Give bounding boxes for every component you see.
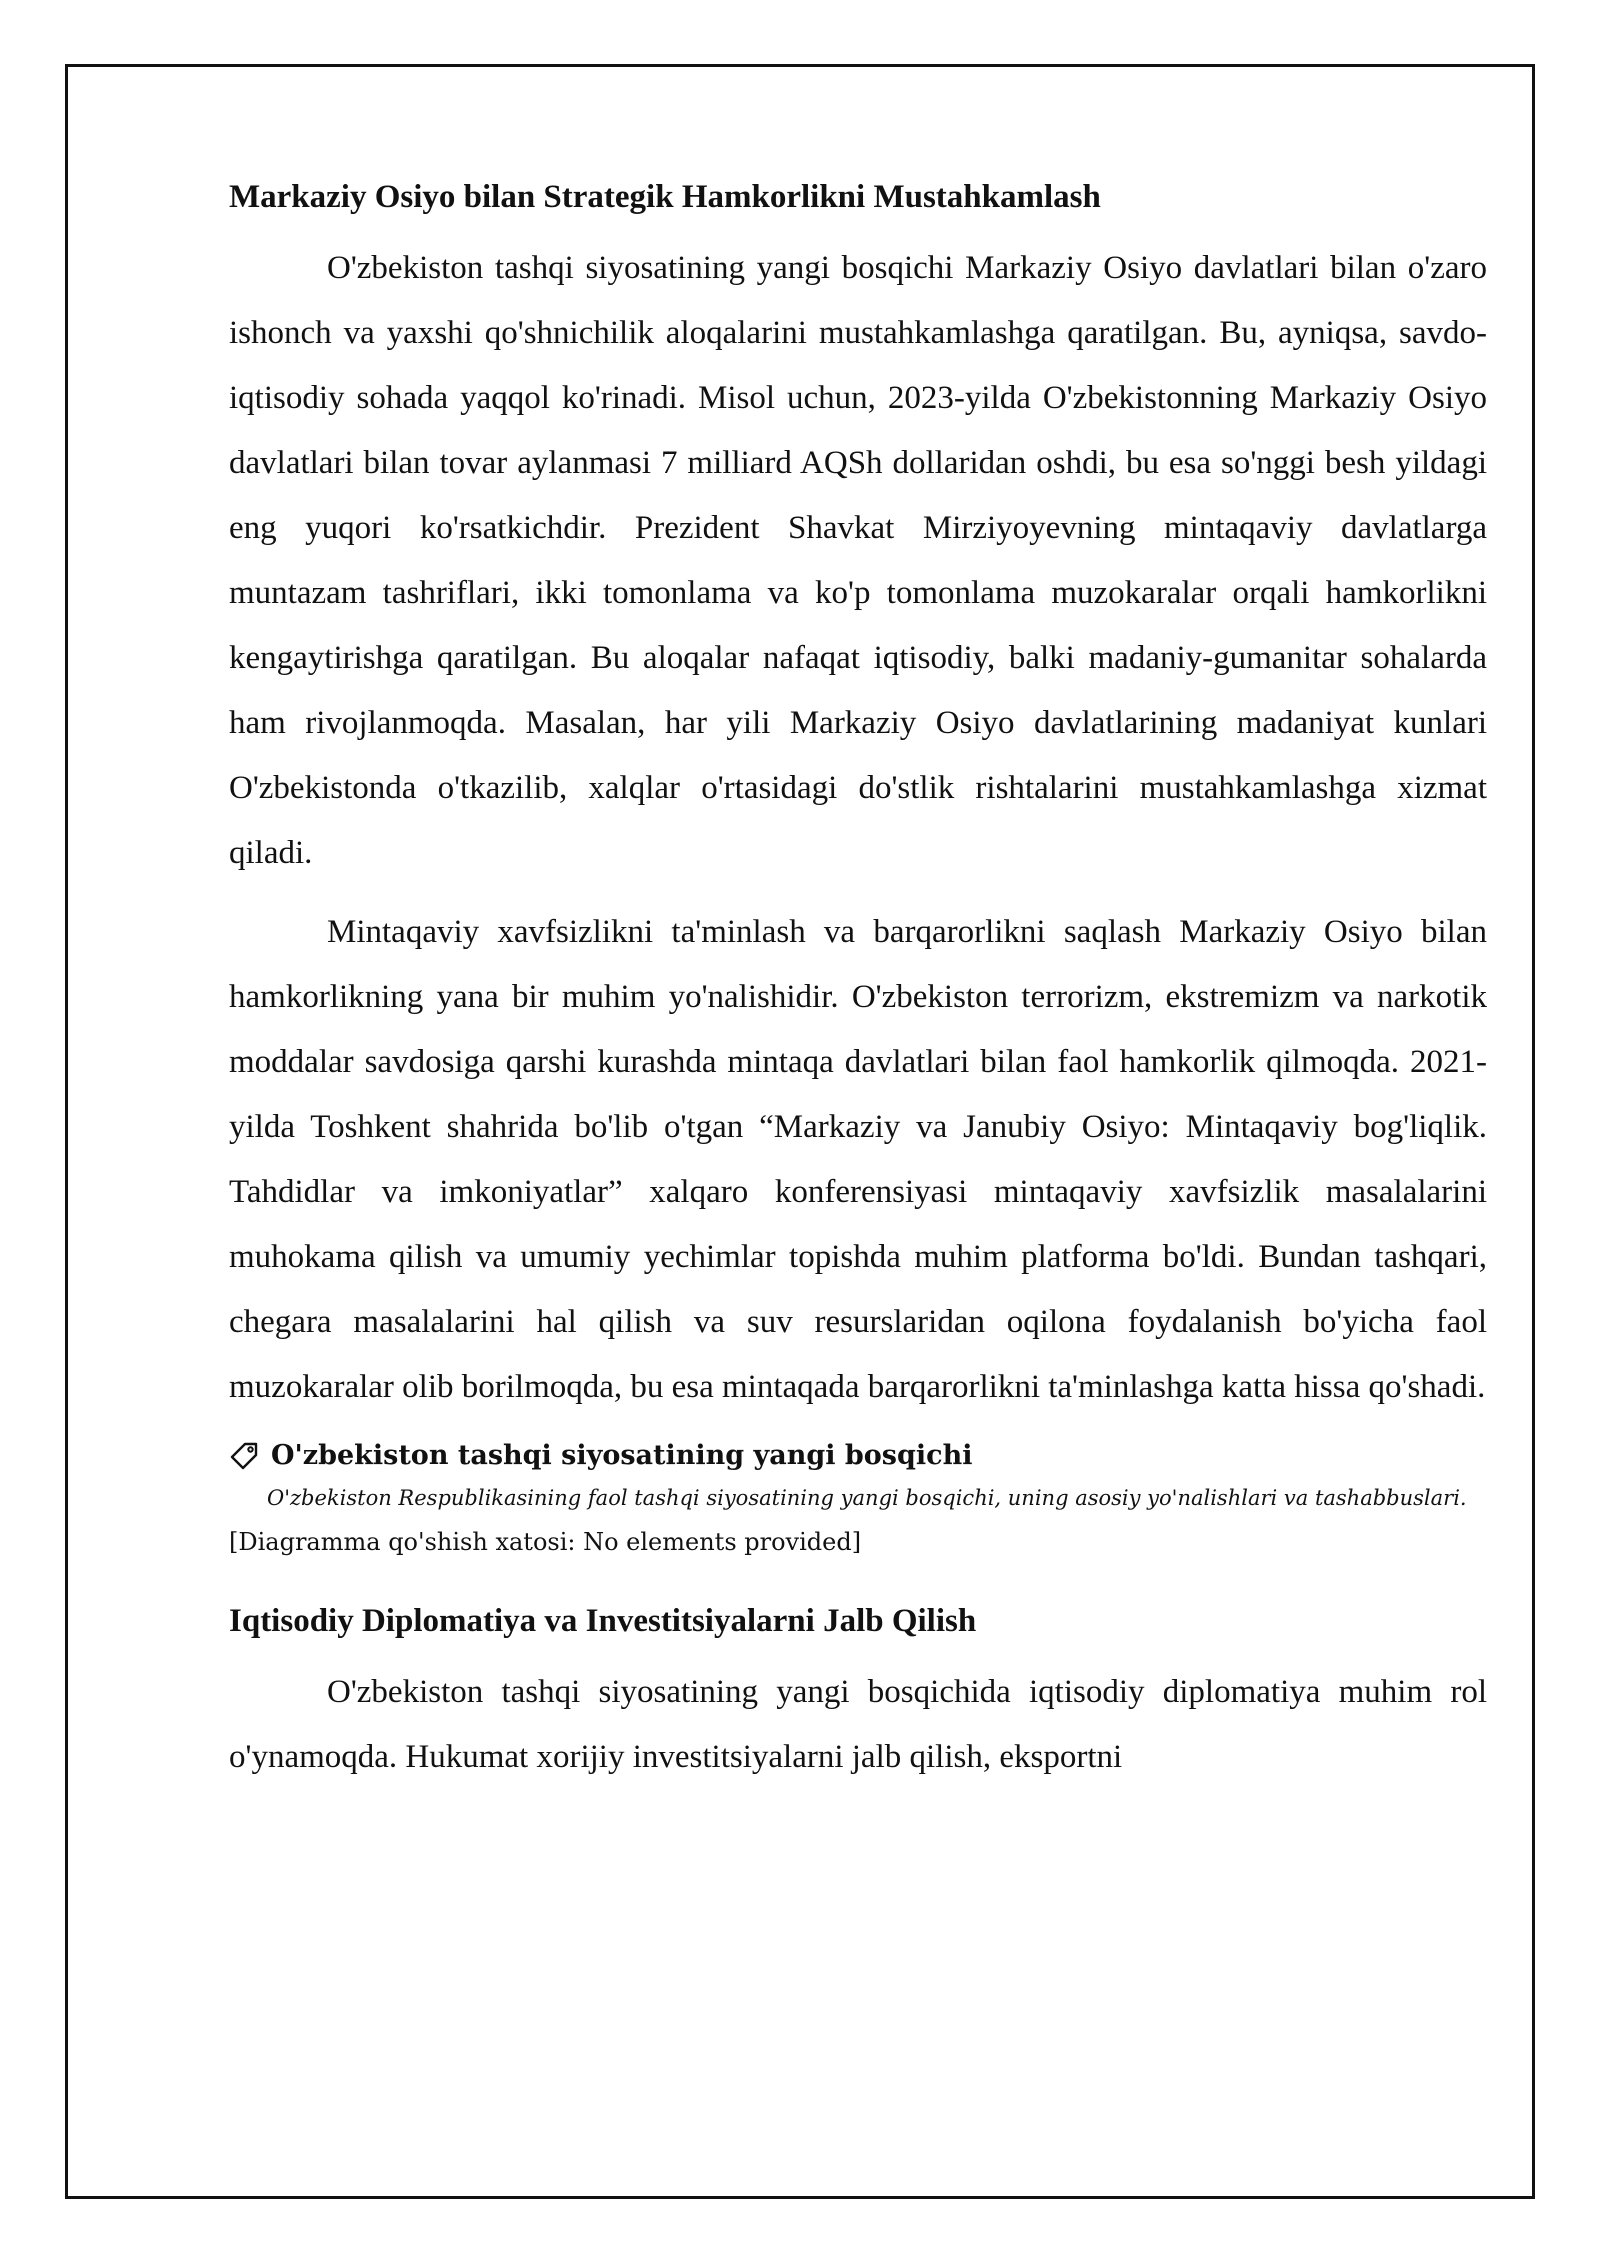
document-body: [229, 168, 1487, 1804]
infobox-caption: O'zbekiston Respublikasining faol tashqi siyosatining yangi bosqichi, uning asosiy yo'nalishlari va tashabbuslari.: [267, 1486, 1467, 1510]
diagram-infobox: [229, 1434, 1487, 1566]
paragraph-regional-trade: O'zbekiston tashqi siyosatining yangi bosqichi Markaziy Osiyo davlatlari bilan o'zaro ishonch va yaxshi qo'shnichilik aloqalarini mustahkamlashga qaratilgan. Bu, ayniqsa, savdo-iqtisodiy sohada yaqqol ko'rinadi. Misol uchun, 2023-yilda O'zbekistonning Markaziy Osiyo davlatlari bilan tovar aylanmasi 7 milliard AQSh dollaridan oshdi, bu esa so'nggi besh yildagi eng yuqori ko'rsatkichdir. Prezident Shavkat Mirziyoyevning mintaqaviy davlatlarga muntazam tashriflari, ikki tomonlama va ko'p tomonlama muzokaralar orqali hamkorlikni kengaytirishga qaratilgan. Bu aloqalar nafaqat iqtisodiy, balki madaniy-gumanitar sohalarda ham rivojlanmoqda. Masalan, har yili Markaziy Osiyo davlatlarining madaniyat kunlari O'zbekistonda o'tkazilib, xalqlar o'rtasidagi do'stlik rishtalarini mustahkamlashga xizmat qiladi.: [229, 250, 1487, 871]
diagram-error-message: [Diagramma qo'shish xatosi: No elements provided]: [229, 1528, 862, 1556]
paragraph-regional-security: Mintaqaviy xavfsizlikni ta'minlash va barqarorlikni saqlash Markaziy Osiyo bilan hamkorlikning yana bir muhim yo'nalishidir. O'zbekiston terrorizm, ekstremizm va narkotik moddalar savdosiga qarshi kurashda mintaqa davlatlari bilan faol hamkorlik qilmoqda. 2021-yilda Toshkent shahrida bo'lib o'tgan “Markaziy va Janubiy Osiyo: Mintaqaviy bog'liqlik. Tahdidlar va imkoniyatlar” xalqaro konferensiyasi mintaqaviy xavfsizlik masalalarini muhokama qilish va umumiy yechimlar topishda muhim platforma bo'ldi. Bundan tashqari, chegara masalalarini hal qilish va suv resurslaridan oqilona foydalanish bo'yicha faol muzokaralar olib borilmoqda, bu esa mintaqada barqarorlikni ta'minlashga katta hissa qo'shadi.: [229, 914, 1487, 1405]
infobox-title-row: [229, 1434, 1487, 1478]
paragraph-economic-diplomacy: O'zbekiston tashqi siyosatining yangi bosqichida iqtisodiy diplomatiya muhim rol o'ynamoqda. Hukumat xorijiy investitsiyalarni jalb qilish, eksportni: [229, 1674, 1487, 1775]
tag-icon: [229, 1441, 259, 1471]
section-heading-economic-diplomacy: Iqtisodiy Diplomatiya va Investitsiyalarni Jalb Qilish: [229, 1603, 977, 1639]
infobox-title: O'zbekiston tashqi siyosatining yangi bosqichi: [271, 1440, 973, 1471]
section-heading-central-asia: Markaziy Osiyo bilan Strategik Hamkorlikni Mustahkamlash: [229, 179, 1101, 215]
